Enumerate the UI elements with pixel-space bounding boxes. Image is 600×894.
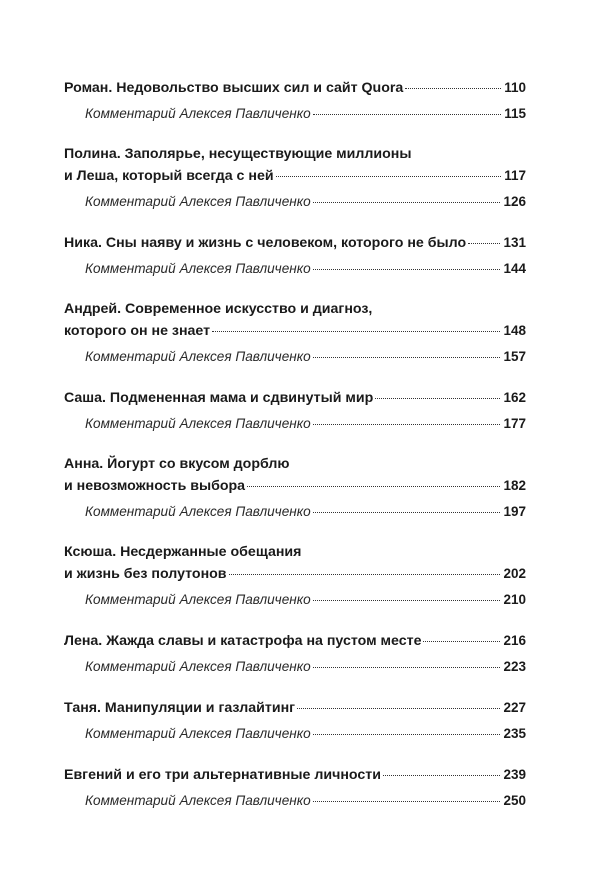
dot-leader (313, 667, 501, 668)
chapter-row (64, 764, 526, 786)
comment-row (64, 589, 526, 610)
chapter-page-number: 202 (503, 566, 526, 581)
chapter-row (64, 165, 526, 187)
chapter-title-line: Роман. Недовольство высших сил и сайт Quora (64, 80, 404, 96)
chapter-row (64, 563, 526, 585)
comment-page-number: 115 (504, 106, 526, 121)
comment-title: Комментарий Алексея Павличенко (85, 504, 311, 519)
dot-leader (405, 88, 501, 89)
chapter-title-line: и невозможность выбора (64, 478, 246, 494)
dot-leader (212, 331, 500, 332)
comment-row (64, 790, 526, 811)
chapter-page-number: 227 (503, 700, 526, 715)
chapter-page-number: 239 (503, 767, 526, 782)
chapter-title-line: Андрей. Современное искусство и диагноз, (64, 301, 373, 317)
comment-title: Комментарий Алексея Павличенко (85, 261, 311, 276)
comment-page-number: 177 (503, 416, 526, 431)
dot-leader (313, 801, 501, 802)
comment-title: Комментарий Алексея Павличенко (85, 349, 311, 364)
chapter-row (64, 475, 526, 497)
comment-title: Комментарий Алексея Павличенко (85, 659, 311, 674)
dot-leader (229, 574, 501, 575)
comment-row (64, 191, 526, 212)
dot-leader (297, 708, 500, 709)
comment-row (64, 656, 526, 677)
chapter-page-number: 216 (503, 633, 526, 648)
toc-entry (64, 232, 526, 279)
chapter-page-number: 131 (503, 235, 526, 250)
comment-row (64, 258, 526, 279)
toc-entry (64, 299, 526, 367)
comment-row (64, 103, 526, 124)
chapter-title-line: Ксюша. Несдержанные обещания (64, 544, 302, 560)
toc-entry (64, 144, 526, 212)
toc-entry (64, 764, 526, 811)
comment-title: Комментарий Алексея Павличенко (85, 416, 311, 431)
comment-title: Комментарий Алексея Павличенко (85, 793, 311, 808)
dot-leader (423, 641, 500, 642)
chapter-title-line: Лена. Жажда славы и катастрофа на пустом месте (64, 633, 422, 649)
comment-page-number: 126 (503, 194, 526, 209)
chapter-title-line: Полина. Заполярье, несуществующие миллионы (64, 146, 412, 162)
comment-page-number: 223 (503, 659, 526, 674)
chapter-title-line: и жизнь без полутонов (64, 566, 227, 582)
chapter-page-number: 148 (503, 323, 526, 338)
dot-leader (383, 775, 501, 776)
dot-leader (276, 176, 502, 177)
dot-leader (313, 734, 501, 735)
chapter-title-line: Саша. Подмененная мама и сдвинутый мир (64, 390, 374, 406)
chapter-row (64, 630, 526, 652)
chapter-page-number: 182 (503, 478, 526, 493)
toc-entry (64, 630, 526, 677)
chapter-title-line: Ника. Сны наяву и жизнь с человеком, которого не было (64, 235, 467, 251)
comment-row (64, 501, 526, 522)
chapter-row (64, 387, 526, 409)
toc-entry (64, 454, 526, 522)
comment-row (64, 346, 526, 367)
chapter-title-line: которого он не знает (64, 323, 211, 339)
comment-row (64, 723, 526, 744)
chapter-page-number: 162 (503, 390, 526, 405)
chapter-title-line: и Леша, который всегда с ней (64, 168, 274, 184)
chapter-title-line: Анна. Йогурт со вкусом дорблю (64, 456, 290, 472)
dot-leader (313, 600, 501, 601)
chapter-row (64, 232, 526, 254)
chapter-row (64, 320, 526, 342)
comment-title: Комментарий Алексея Павличенко (85, 726, 311, 741)
chapter-page-number: 110 (504, 80, 526, 95)
dot-leader (247, 486, 500, 487)
chapter-row (64, 697, 526, 719)
dot-leader (313, 424, 501, 425)
comment-page-number: 250 (503, 793, 526, 808)
table-of-contents (64, 77, 526, 811)
comment-row (64, 413, 526, 434)
dot-leader (313, 512, 501, 513)
dot-leader (313, 269, 501, 270)
comment-page-number: 235 (503, 726, 526, 741)
chapter-page-number: 117 (504, 168, 526, 183)
chapter-title-line: Таня. Манипуляции и газлайтинг (64, 700, 296, 716)
comment-page-number: 197 (503, 504, 526, 519)
dot-leader (313, 202, 501, 203)
toc-entry (64, 77, 526, 124)
dot-leader (468, 243, 500, 244)
toc-entry (64, 542, 526, 610)
comment-page-number: 157 (503, 349, 526, 364)
comment-page-number: 210 (503, 592, 526, 607)
comment-title: Комментарий Алексея Павличенко (85, 194, 311, 209)
toc-entry (64, 697, 526, 744)
chapter-title-line: Евгений и его три альтернативные личности (64, 767, 381, 783)
toc-entry (64, 387, 526, 434)
chapter-row (64, 77, 526, 99)
dot-leader (313, 357, 501, 358)
comment-title: Комментарий Алексея Павличенко (85, 592, 311, 607)
comment-title: Комментарий Алексея Павличенко (85, 106, 311, 121)
comment-page-number: 144 (503, 261, 526, 276)
dot-leader (375, 398, 500, 399)
dot-leader (313, 114, 501, 115)
